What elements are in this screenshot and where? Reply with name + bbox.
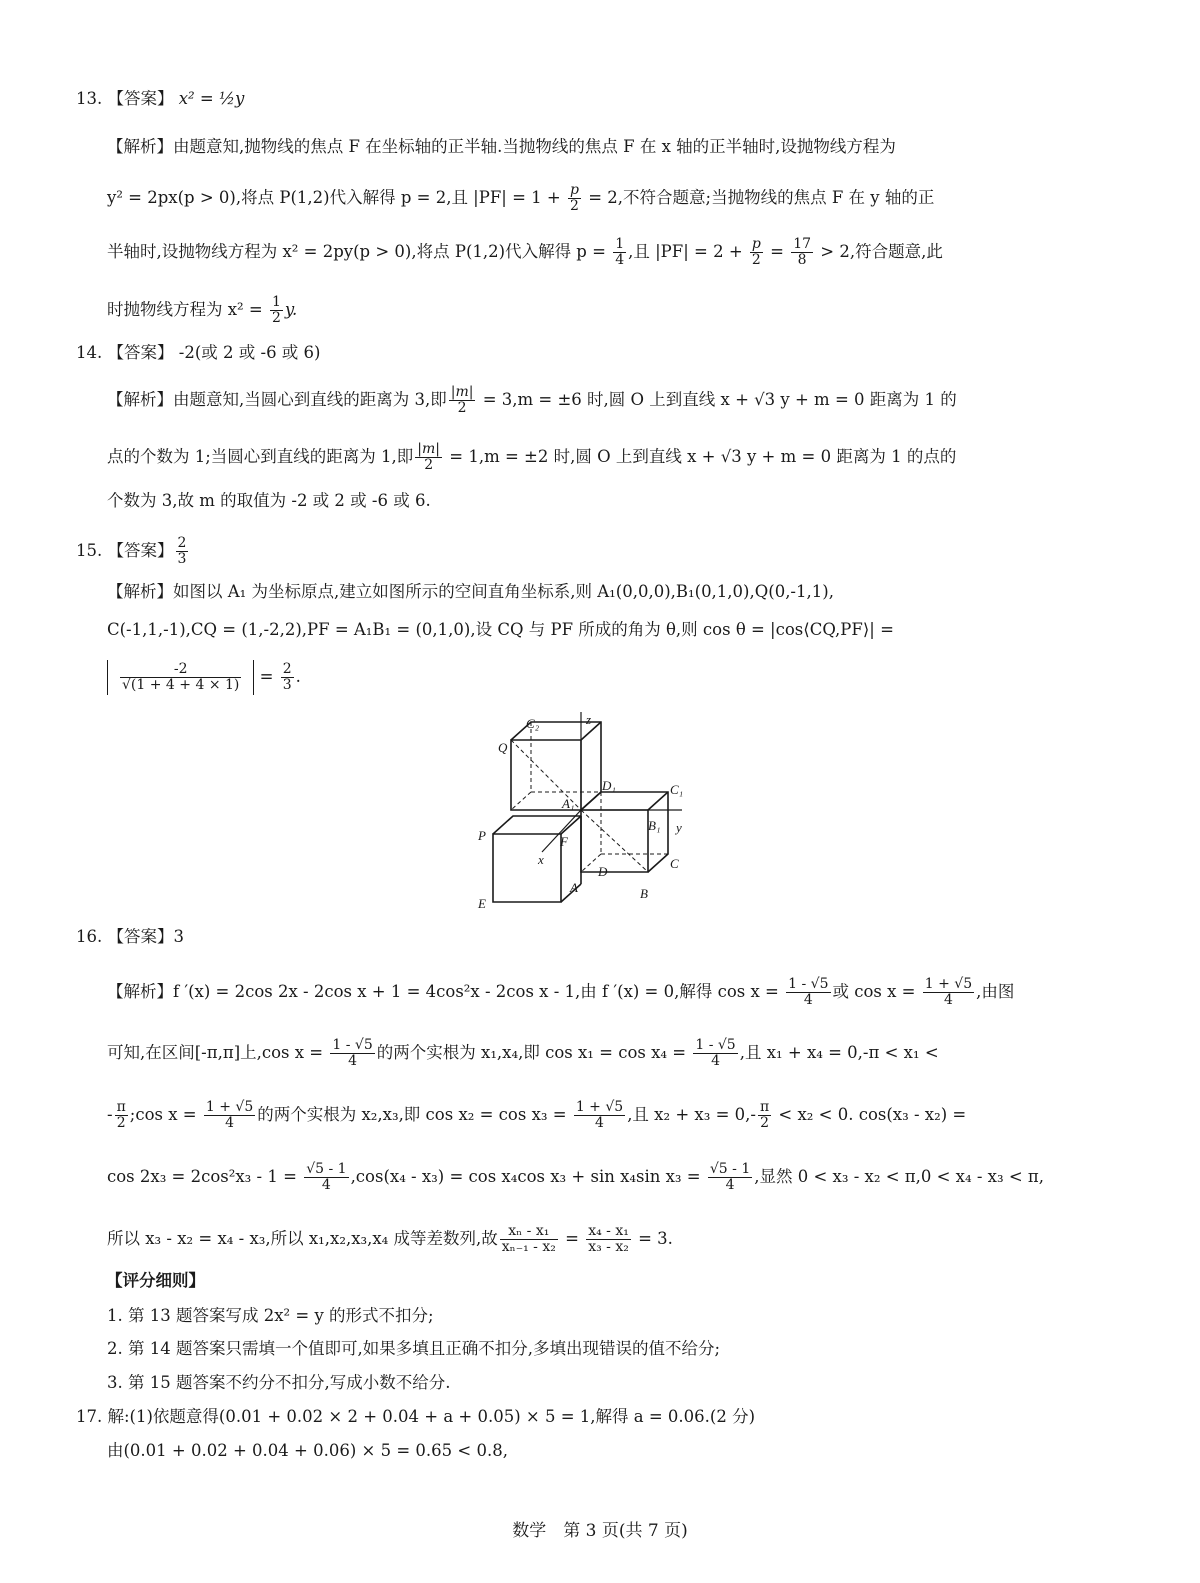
fraction: $\frac{1 - √5}{4}$ bbox=[788, 976, 829, 1008]
fraction: $\frac{1 + √5}{4}$ bbox=[924, 976, 973, 1008]
q13-solution-line-3: 半轴时,设抛物线方程为 x² = 2py(p > 0),将点 P(1,2)代入解得 p = $\frac{1}{4}$ ,且 |PF| = 2 + $\frac{p}{2}$ = $\frac{17}{8}$ > 2,符合题意,此 bbox=[107, 236, 943, 268]
fraction: $\frac{\pi}{2}$ bbox=[116, 1099, 126, 1131]
fig-label-e: E bbox=[478, 896, 486, 911]
q13-answer: x² = ½y bbox=[178, 89, 245, 108]
q16-header bbox=[76, 926, 184, 948]
fig-label-z: z bbox=[586, 712, 592, 727]
fig-label-c2: C₂ bbox=[526, 716, 540, 731]
q13-header bbox=[76, 88, 244, 110]
lower-cube-front bbox=[493, 834, 561, 902]
fraction: $\frac{2}{3}$ bbox=[282, 661, 292, 693]
fig-label-p: P bbox=[478, 828, 486, 843]
fig-label-y: y bbox=[676, 820, 682, 835]
fraction: $\frac{|m|}{2}$ bbox=[417, 441, 441, 473]
fraction: $\frac{17}{8}$ bbox=[793, 236, 812, 268]
q16-analysis-label: 【解析】 bbox=[107, 982, 173, 1001]
q13-analysis-label: 【解析】 bbox=[107, 137, 173, 156]
q13-answer-label: 【答案】 bbox=[107, 89, 174, 108]
fig-label-b1: B₁ bbox=[648, 818, 661, 833]
q14-answer-label: 【答案】 bbox=[107, 343, 174, 362]
fig-label-c: C bbox=[670, 856, 679, 871]
absolute-value: $\frac{-2}{√(1 + 4 + 4 \times 1)}$ bbox=[107, 660, 254, 695]
fraction: $\frac{1}{2}$ bbox=[271, 294, 281, 326]
q17-line-2: 由(0.01 + 0.02 + 0.04 + 0.06) × 5 = 0.65 < 0.8, bbox=[107, 1441, 508, 1460]
fraction: $\frac{1 + √5}{4}$ bbox=[205, 1099, 254, 1131]
q16-solution-line-2: 可知,在区间[-π,π]上,cos x = $\frac{1 - √5}{4}$ 的两个实根为 x₁,x₄,即 cos x₁ = cos x₄ = $\frac{1 - √5}{4}$ ,且 x₁ + x₄ = 0,-π < x₁ < bbox=[107, 1037, 939, 1069]
q17-number: 17. bbox=[76, 1407, 103, 1426]
q15-analysis-label: 【解析】 bbox=[107, 582, 173, 601]
fraction: $\frac{\text{x₄ - x₁}}{\text{x₃ - x₂}}$ bbox=[588, 1223, 629, 1255]
q15-header bbox=[76, 536, 190, 567]
q14-header bbox=[76, 342, 321, 364]
q15-answer: $\frac{2}{3}$ bbox=[177, 535, 187, 567]
q15-solution-line-3: $\frac{-2}{√(1 + 4 + 4 \times 1)}$ = $\frac{2}{3}$ . bbox=[107, 660, 301, 695]
fraction: $\frac{√5 - 1}{4}$ bbox=[306, 1161, 347, 1193]
fig-label-a: A bbox=[570, 880, 578, 895]
q13-solution-line-1: 【解析】由题意知,抛物线的焦点 F 在坐标轴的正半轴.当抛物线的焦点 F 在 x 轴的正半轴时,设抛物线方程为 bbox=[107, 137, 896, 156]
q16-solution-line-5: 所以 x₃ - x₂ = x₄ - x₃,所以 x₁,x₂,x₃,x₄ 成等差数列,故 $\frac{\text{xₙ - x₁}}{\text{xₙ₋₁ - x₂}}$ = $\frac{\text{x₄ - x₁}}{\text{x₃ - x₂}}$ = 3. bbox=[107, 1223, 673, 1255]
q16-solution-line-4: cos 2x₃ = 2cos²x₃ - 1 = $\frac{√5 - 1}{4}$ ,cos(x₄ - x₃) = cos x₄cos x₃ + sin x₄sin x₃ = $\frac{√5 - 1}{4}$ ,显然 0 < x₃ - x₂ < π,0 < x₄ - x₃ < π, bbox=[107, 1161, 1044, 1193]
q15-number: 15. bbox=[76, 541, 103, 560]
scoring-item: 2. 第 14 题答案只需填一个值即可,如果多填且正确不扣分,多填出现错误的值不给分; bbox=[107, 1339, 721, 1358]
cube-coordinate-figure bbox=[470, 712, 700, 912]
fig-label-q: Q bbox=[498, 740, 508, 755]
fraction: $\frac{1 - √5}{4}$ bbox=[695, 1037, 736, 1069]
q16-answer: 3 bbox=[173, 927, 184, 946]
q16-number: 16. bbox=[76, 927, 103, 946]
fraction: $\frac{p}{2}$ bbox=[569, 182, 579, 214]
fraction: $\frac{1 + √5}{4}$ bbox=[575, 1099, 624, 1131]
q16-solution-line-3: - $\frac{\pi}{2}$ ;cos x = $\frac{1 + √5}{4}$ 的两个实根为 x₂,x₃,即 cos x₂ = cos x₃ = $\frac{1 + √5}{4}$ ,且 x₂ + x₃ = 0,- $\frac{\pi}{2}$ < x₂ < 0. cos(x₃ - x₂) = bbox=[107, 1099, 967, 1131]
fig-label-d: D bbox=[598, 864, 608, 879]
q14-analysis-label: 【解析】 bbox=[107, 390, 173, 409]
scoring-item: 3. 第 15 题答案不约分不扣分,写成小数不给分. bbox=[107, 1373, 451, 1392]
q17-line-1: 17. 解:(1)依题意得(0.01 + 0.02 × 2 + 0.04 + a + 0.05) × 5 = 1,解得 a = 0.06.(2 分) bbox=[76, 1407, 756, 1426]
scoring-item: 1. 第 13 题答案写成 2x² = y 的形式不扣分; bbox=[107, 1306, 434, 1325]
q13-number: 13. bbox=[76, 89, 103, 108]
q15-answer-label: 【答案】 bbox=[107, 541, 174, 560]
q16-answer-label: 【答案】 bbox=[107, 927, 174, 946]
fraction: $\frac{√5 - 1}{4}$ bbox=[709, 1161, 751, 1193]
q14-number: 14. bbox=[76, 343, 103, 362]
fig-label-b: B bbox=[640, 886, 648, 901]
fraction: $\frac{\pi}{2}$ bbox=[759, 1099, 770, 1131]
scoring-title: 【评分细则】 bbox=[106, 1271, 205, 1290]
fig-label-c1: C₁ bbox=[670, 782, 684, 797]
q13-solution-line-4: 时抛物线方程为 x² = $\frac{1}{2}$ y. bbox=[107, 294, 298, 326]
q14-answer: -2(或 2 或 -6 或 6) bbox=[178, 343, 321, 362]
fraction: $\frac{p}{2}$ bbox=[751, 236, 761, 268]
fig-label-d1: D₁ bbox=[602, 778, 616, 793]
q14-solution-line-3: 个数为 3,故 m 的取值为 -2 或 2 或 -6 或 6. bbox=[107, 491, 431, 510]
fig-label-x: x bbox=[538, 852, 544, 867]
q13-solution-line-2: y² = 2px(p > 0),将点 P(1,2)代入解得 p = 2,且 |PF| = 1 + $\frac{p}{2}$ = 2,不符合题意;当抛物线的焦点 F 在 y 轴的正 bbox=[107, 182, 935, 214]
fraction: $\frac{1 - √5}{4}$ bbox=[332, 1037, 373, 1069]
q14-solution-line-2: 点的个数为 1;当圆心到直线的距离为 1,即 $\frac{|m|}{2}$ = 1,m = ±2 时,圆 O 上到直线 x + √3 y + m = 0 距离为 1 的点的 bbox=[107, 441, 957, 473]
q15-solution-line-1: 【解析】如图以 A₁ 为坐标原点,建立如图所示的空间直角坐标系,则 A₁(0,0,0),B₁(0,1,0),Q(0,-1,1), bbox=[107, 582, 834, 601]
fig-label-a1: A₁ bbox=[562, 796, 575, 811]
page-footer: 数学 第 3 页(共 7 页) bbox=[512, 1521, 688, 1541]
fraction: $\frac{1}{4}$ bbox=[615, 236, 625, 268]
q14-solution-line-1: 【解析】由题意知,当圆心到直线的距离为 3,即 $\frac{|m|}{2}$ = 3,m = ±6 时,圆 O 上到直线 x + √3 y + m = 0 距离为 1 的 bbox=[107, 384, 957, 416]
fraction: $\frac{|m|}{2}$ bbox=[450, 384, 474, 416]
fig-label-f: F bbox=[560, 834, 568, 849]
q16-solution-line-1: 【解析】f ′(x) = 2cos 2x - 2cos x + 1 = 4cos²x - 2cos x - 1,由 f ′(x) = 0,解得 cos x = $\frac{1 - √5}{4}$ 或 cos x = $\frac{1 + √5}{4}$ ,由图 bbox=[107, 976, 1015, 1008]
q15-solution-line-2: C(-1,1,-1),CQ = (1,-2,2),PF = A₁B₁ = (0,1,0),设 CQ 与 PF 所成的角为 θ,则 cos θ = |cos⟨CQ,PF⟩| = bbox=[107, 620, 894, 639]
fraction: $\frac{\text{xₙ - x₁}}{\text{xₙ₋₁ - x₂}}$ bbox=[501, 1223, 556, 1255]
